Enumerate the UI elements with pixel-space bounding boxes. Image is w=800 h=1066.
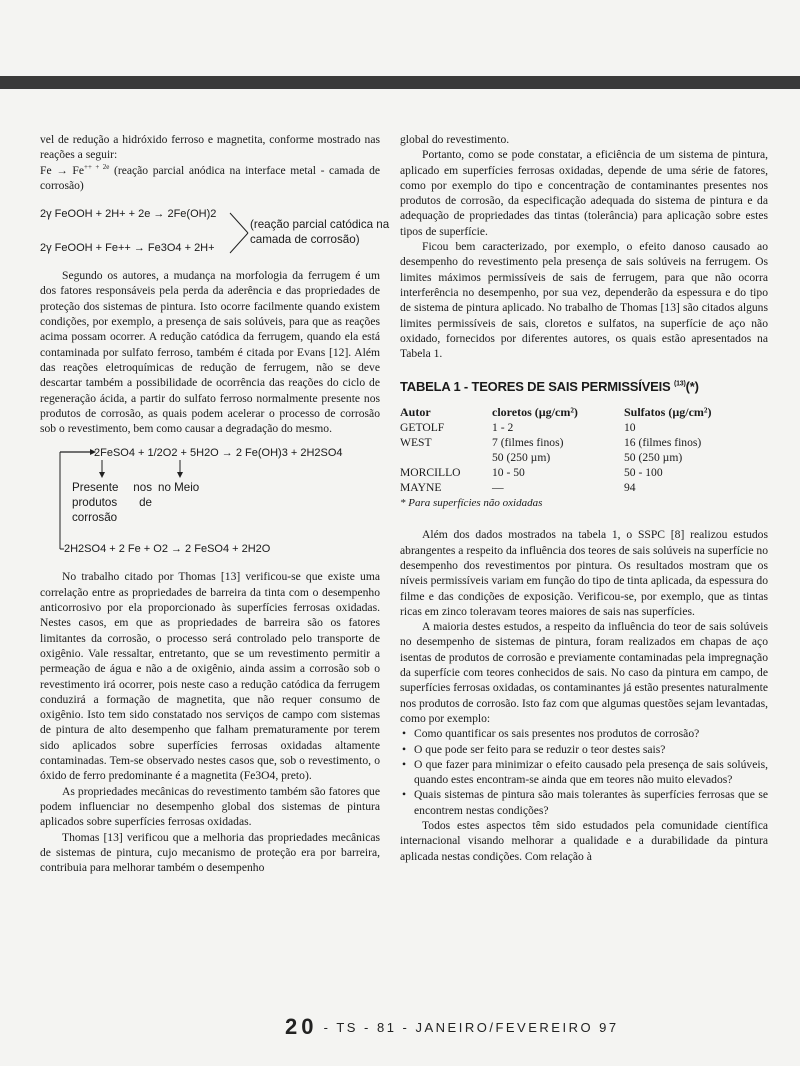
paragraph: Além dos dados mostrados na tabela 1, o SSPC [8] realizou estudos abrangentes a respeito da influência dos teores de sais solúveis na superfície no desempenho dos revestimentos por pintura. Os resultados mostram que os níveis permissíveis variam em função do tipo de tinta aplicada, da espessura do filme e das condições de exposição. Verificou-se, por exemplo, que as tintas ricas em zinco toleravam teores maiores de sais nas superfícies. <box>400 528 768 618</box>
table-cell: 16 (filmes finos) <box>624 436 702 450</box>
reaction-3: 2FeSO4 + 1/2O2 + 5H2O → 2 Fe(OH)3 + 2H2SO4 <box>94 447 343 460</box>
paragraph: vel de redução a hidróxido ferroso e magnetita, conforme mostrado nas reações a seguir: <box>40 133 380 162</box>
reaction-4: 2H2SO4 + 2 Fe + O2 → 2 FeSO4 + 2H2O <box>64 543 271 556</box>
table-cell: 10 - 50 <box>492 466 525 480</box>
table-cell: MAYNE <box>400 481 442 495</box>
table-cell: 50 (250 µm) <box>492 451 551 465</box>
list-item: • Quais sistemas de pintura são mais tolerantes às superfícies ferrosas que se encontrem nestas condições? <box>400 787 768 818</box>
table-cell: 94 <box>624 481 636 495</box>
table-cell: MORCILLO <box>400 466 461 480</box>
label-corrosion-products: Presente nos produtos de corrosão <box>72 481 152 525</box>
reaction-1: 2γ FeOOH + 2H+ + 2e → 2Fe(OH)2 <box>40 208 217 221</box>
reaction-2: 2γ FeOOH + Fe++ → Fe3O4 + 2H+ <box>40 242 215 255</box>
paragraph: No trabalho citado por Thomas [13] verificou-se que existe uma correlação entre as propriedades de barreira da tinta com o desempenho anticorrosivo por ela proporcionado às superfícies ferrosas oxidadas. Nestes casos, em que as propriedades de barreira são os fatores limitantes da corrosão, o processo será controlado pelo transporte de oxigênio. Vale ressaltar, entretanto, que se um revestimento permitir a permeação de água e não a de oxigênio, ainda assim a corrosão sob o revestimento irá ocorrer, pois neste caso a redução catódica da ferrugem conduzirá a formação de magnetita, que não requer consumo de oxigênio. Isto tem sido constatado nos serviços de campo com sistemas de pintura de alto desempenho que falham prematuramente por terem sido aplicados sobre superfícies ferrosas oxidadas altamente contaminadas. Tem-se observado nestes casos que, sob o revestimento, o óxido de ferro predominante é a magnetita (Fe3O4, preto). <box>40 570 380 783</box>
right-column <box>400 132 768 864</box>
column-header: Sulfatos (µg/cm²) <box>624 404 712 419</box>
paragraph: As propriedades mecânicas do revestimento também são fatores que podem influenciar no desempenho global dos sistemas de pintura aplicados sobre superfícies ferrosas oxidadas. <box>40 784 380 829</box>
table-row <box>400 465 768 480</box>
table-header-row <box>400 405 768 420</box>
paragraph: global do revestimento. <box>400 133 510 146</box>
cathodic-reactions <box>40 207 390 259</box>
table-row <box>400 435 768 450</box>
label-medium: no Meio <box>158 481 200 495</box>
table-cell: 10 <box>624 421 636 435</box>
list-item: • O que pode ser feito para se reduzir o teor destes sais? <box>400 742 768 757</box>
column-header: cloretos (µg/cm²) <box>492 404 578 419</box>
table-cell: 1 - 2 <box>492 421 514 435</box>
reaction-label: (reação parcial catódica na camada de corrosão) <box>250 218 390 247</box>
paragraph: Portanto, como se pode constatar, a eficiência de um sistema de pintura, aplicado em superfícies ferrosas oxidadas, depende de uma série de fatores, como por exemplo do tipo e concentração de contaminantes presentes nos produtos de corrosão, da especificação adequada do sistema de pintura e da adequação de propriedades das tintas (tolerância) para aplicação sobre estes tipos de superfície. <box>400 148 768 238</box>
table-cell: 7 (filmes finos) <box>492 436 564 450</box>
page-number: 20 <box>285 1014 318 1039</box>
table-cell: 50 (250 µm) <box>624 451 683 465</box>
issue-info: - TS - 81 - JANEIRO/FEVEREIRO 97 <box>323 1020 619 1035</box>
question-list <box>400 726 768 818</box>
table-row <box>400 420 768 435</box>
table-row <box>400 480 768 495</box>
anodic-equation: $Fe \to Fe^{++ + 2e}$ (reação parcial anódica na interface metal - camada de corrosão) <box>40 162 381 192</box>
bracket-icon <box>228 211 252 255</box>
paragraph: A maioria destes estudos, a respeito da influência do teor de sais solúveis no desempenho de sistemas de pintura, foram realizados em chapas de aço isentas de produtos de corrosão e previamente contaminadas pela impregnação da superfície com teores conhecidos de sais. No caso da pintura em campo, de superfícies ferrosas oxidadas, os contaminantes já estão presentes naturalmente nos produtos de corrosão. Isto faz com que algumas questões sejam levantadas, como por exemplo: <box>400 620 768 725</box>
paragraph: Ficou bem caracterizado, por exemplo, o efeito danoso causado ao desempenho do revestimento pela presença de sais solúveis na ferrugem. Os limites máximos permissíveis de sais de ferrugem, para que não ocorra interferência no desempenho, por sua vez, dependerão da espessura e do tipo de sistema de pintura aplicado. No trabalho de Thomas [13] são citados alguns limites permissíveis de sais, cloretos e sulfatos, na superfície de aço não oxidado, fornecidos por diferentes autores, os quais estão apresentados na Tabela 1. <box>400 240 768 361</box>
header-bar <box>0 76 800 89</box>
table-cell: 50 - 100 <box>624 466 663 480</box>
page-footer <box>285 1014 619 1040</box>
paragraph: Todos estes aspectos têm sido estudados pela comunidade científica internacional visando melhorar a qualidade e a durabilidade da pintura aplicada nestas condições. Com relação à <box>400 818 768 863</box>
table-cell: WEST <box>400 436 432 450</box>
table-cell: GETOLF <box>400 421 445 435</box>
column-header: Autor <box>400 404 431 419</box>
acid-regeneration-diagram <box>40 446 380 560</box>
list-item: • Como quantificar os sais presentes nos produtos de corrosão? <box>400 726 768 741</box>
table-title: TABELA 1 - TEORES DE SAIS PERMISSÍVEIS $^{(13)}$(*) <box>400 379 699 395</box>
paragraph: Segundo os autores, a mudança na morfologia da ferrugem é um dos fatores responsáveis pela perda da aderência e das propriedades de proteção dos sistemas de pintura. Isto ocorre facilmente quando existem condições, por exemplo, a presença de sais solúveis, para que as reações acima possam ocorrer. A redução catódica da ferrugem, quando ela está contaminada por sulfato ferroso, também é citada por Evans [12]. Além das reações eletroquímicas de redução de ferrugem, não se deve descartar também a possibilidade de ocorrência das reações do ciclo de regeneração ácida, a partir do sulfato ferroso normalmente presente nos produtos de corrosão, as quais podem acelerar o processo de corrosão sob o revestimento, bem como causar a degradação do mesmo. <box>40 269 380 436</box>
list-item: • O que fazer para minimizar o efeito causado pela presença de sais solúveis, quando estes encontram-se ainda que em teores não muito elevados? <box>400 757 768 788</box>
left-column <box>40 132 390 875</box>
table-cell <box>400 450 492 465</box>
paragraph: Thomas [13] verificou que a melhoria das propriedades mecânicas de sistemas de pintura, cujo mecanismo de proteção era por barreira, contribuia para melhorar também o desempenho <box>40 830 380 875</box>
table-cell: — <box>492 481 504 495</box>
salts-table <box>400 405 768 495</box>
table-note: * Para superfícies não oxidadas <box>400 497 543 510</box>
table-row <box>400 450 768 465</box>
